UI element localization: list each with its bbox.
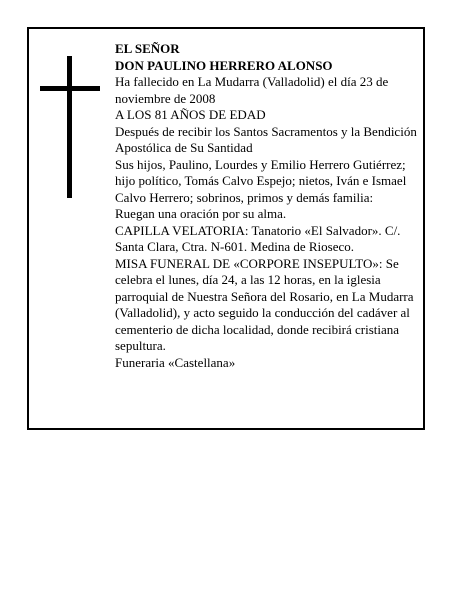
funeral-info: MISA FUNERAL DE «CORPORE INSEPULTO»: Se celebra el lunes, día 24, a las 12 horas, en la iglesia parroquial de Nuestra Señora del Rosario, en La Mudarra (Valladolid), y acto seguido la conducción del cadáver al cementerio de dicha localidad, donde recibirá cristiana sepultura.	[115, 255, 414, 353]
deceased-name: DON PAULINO HERRERO ALONSO	[115, 57, 333, 73]
cross-vertical-bar	[67, 56, 72, 198]
death-statement: Ha fallecido en La Mudarra (Valladolid) el día 23 de noviembre de 2008	[115, 74, 389, 106]
notice-text	[115, 41, 421, 371]
cross-horizontal-bar	[40, 86, 100, 91]
sacraments-statement: Después de recibir los Santos Sacramentos y la Bendición Apostólica de Su Santidad	[115, 123, 417, 155]
prayer-request: Ruegan una oración por su alma.	[115, 206, 287, 221]
funeral-home: Funeraria «Castellana»	[115, 354, 236, 370]
wake-info: CAPILLA VELATORIA: Tanatorio «El Salvador». C/. Santa Clara, Ctra. N-601. Medina de Rioseco.	[115, 222, 401, 254]
age-statement: A LOS 81 AÑOS DE EDAD	[115, 107, 266, 122]
family-statement: Sus hijos, Paulino, Lourdes y Emilio Herrero Gutiérrez; hijo político, Tomás Calvo Espejo; nietos, Iván e Ismael Calvo Herrero; sobrinos, primos y demás familia:	[115, 156, 407, 205]
notice-title: EL SEÑOR	[115, 41, 180, 56]
obituary-notice	[27, 27, 425, 430]
cross-icon	[40, 56, 100, 198]
